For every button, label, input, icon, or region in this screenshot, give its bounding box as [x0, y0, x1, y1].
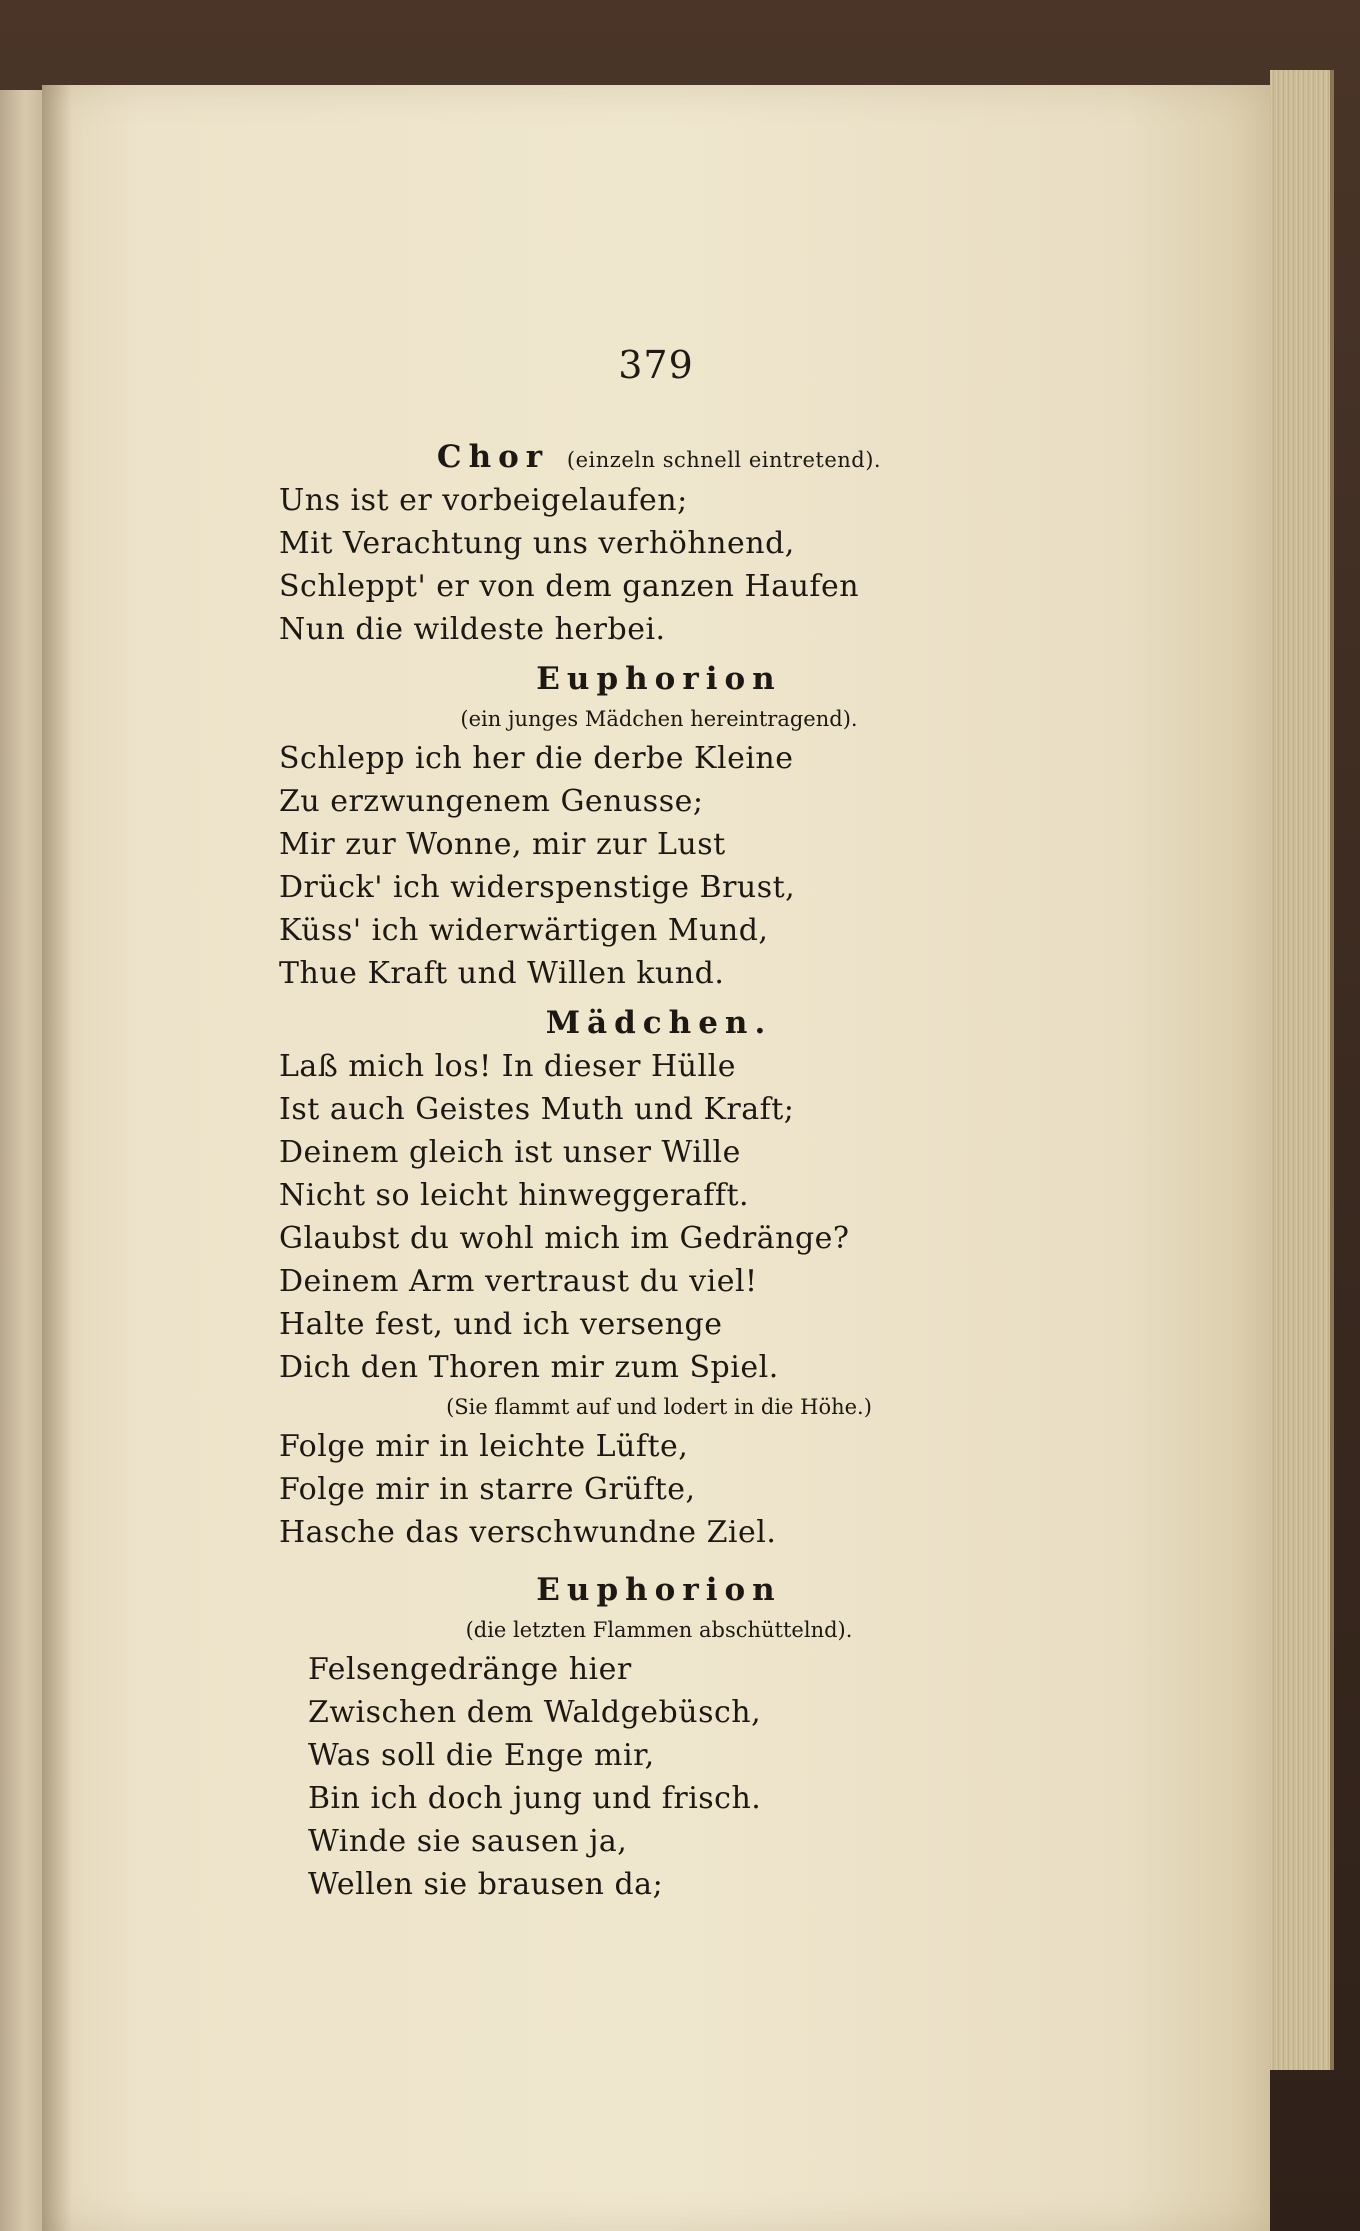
speaker-heading — [279, 435, 1039, 479]
verse-line: Glaubst du wohl mich im Gedränge? — [279, 1221, 850, 1256]
page-edges — [1270, 70, 1334, 2070]
verse-line: Folge mir in leichte Lüfte, — [279, 1429, 689, 1464]
gutter-shadow — [42, 85, 72, 2231]
verse-line: Nicht so leicht hinweggerafft. — [279, 1178, 750, 1213]
verse-line: Mir zur Wonne, mir zur Lust — [279, 827, 726, 862]
stage-direction: (die letzten Flammen abschüttelnd). — [465, 1618, 853, 1642]
verse-line: Drück' ich widerspenstige Brust, — [279, 870, 796, 905]
verse-line: Nun die wildeste herbei. — [279, 612, 666, 647]
speaker-heading: Euphorion — [536, 661, 782, 697]
verse-line: Uns ist er vorbeigelaufen; — [279, 483, 688, 518]
speaker-direction: (einzeln schnell eintretend). — [566, 448, 882, 472]
verse-line: Schlepp ich her die derbe Kleine — [279, 741, 794, 776]
speaker-name: Chor — [436, 439, 550, 475]
verse-line: Folge mir in starre Grüfte, — [279, 1472, 696, 1507]
spacer — [279, 1554, 1039, 1568]
verse-line: Halte fest, und ich versenge — [279, 1307, 723, 1342]
verse-line: Felsengedränge hier — [308, 1652, 632, 1687]
verse-line: Hasche das verschwundne Ziel. — [279, 1515, 777, 1550]
stage-direction: (ein junges Mädchen hereintragend). — [460, 707, 858, 731]
verse-line: Thue Kraft und Willen kund. — [279, 956, 725, 991]
book-page — [42, 85, 1270, 2231]
verse-line: Wellen sie brausen da; — [308, 1867, 664, 1902]
verse-line: Deinem gleich ist unser Wille — [279, 1135, 741, 1170]
verse-line: Winde sie sausen ja, — [308, 1824, 628, 1859]
poem-text — [279, 435, 1039, 1906]
verse-line: Deinem Arm vertraust du viel! — [279, 1264, 758, 1299]
verse-line: Ist auch Geistes Muth und Kraft; — [279, 1092, 795, 1127]
speaker-heading: Euphorion — [536, 1572, 782, 1608]
verse-line: Küss' ich widerwärtigen Mund, — [279, 913, 769, 948]
stage-direction: (Sie flammt auf und lodert in die Höhe.) — [446, 1395, 872, 1419]
speaker-heading: Mädchen. — [545, 1005, 773, 1041]
verse-line: Zwischen dem Waldgebüsch, — [308, 1695, 762, 1730]
verse-line: Schleppt' er von dem ganzen Haufen — [279, 569, 860, 604]
previous-page-edge — [0, 90, 42, 2231]
verse-line: Dich den Thoren mir zum Spiel. — [279, 1350, 779, 1385]
page-number: 379 — [618, 343, 694, 387]
verse-line: Was soll die Enge mir, — [308, 1738, 655, 1773]
verse-line: Zu erzwungenem Genusse; — [279, 784, 704, 819]
verse-line: Bin ich doch jung und frisch. — [308, 1781, 762, 1816]
verse-line: Mit Verachtung uns verhöhnend, — [279, 526, 795, 561]
verse-line: Laß mich los! In dieser Hülle — [279, 1049, 736, 1084]
